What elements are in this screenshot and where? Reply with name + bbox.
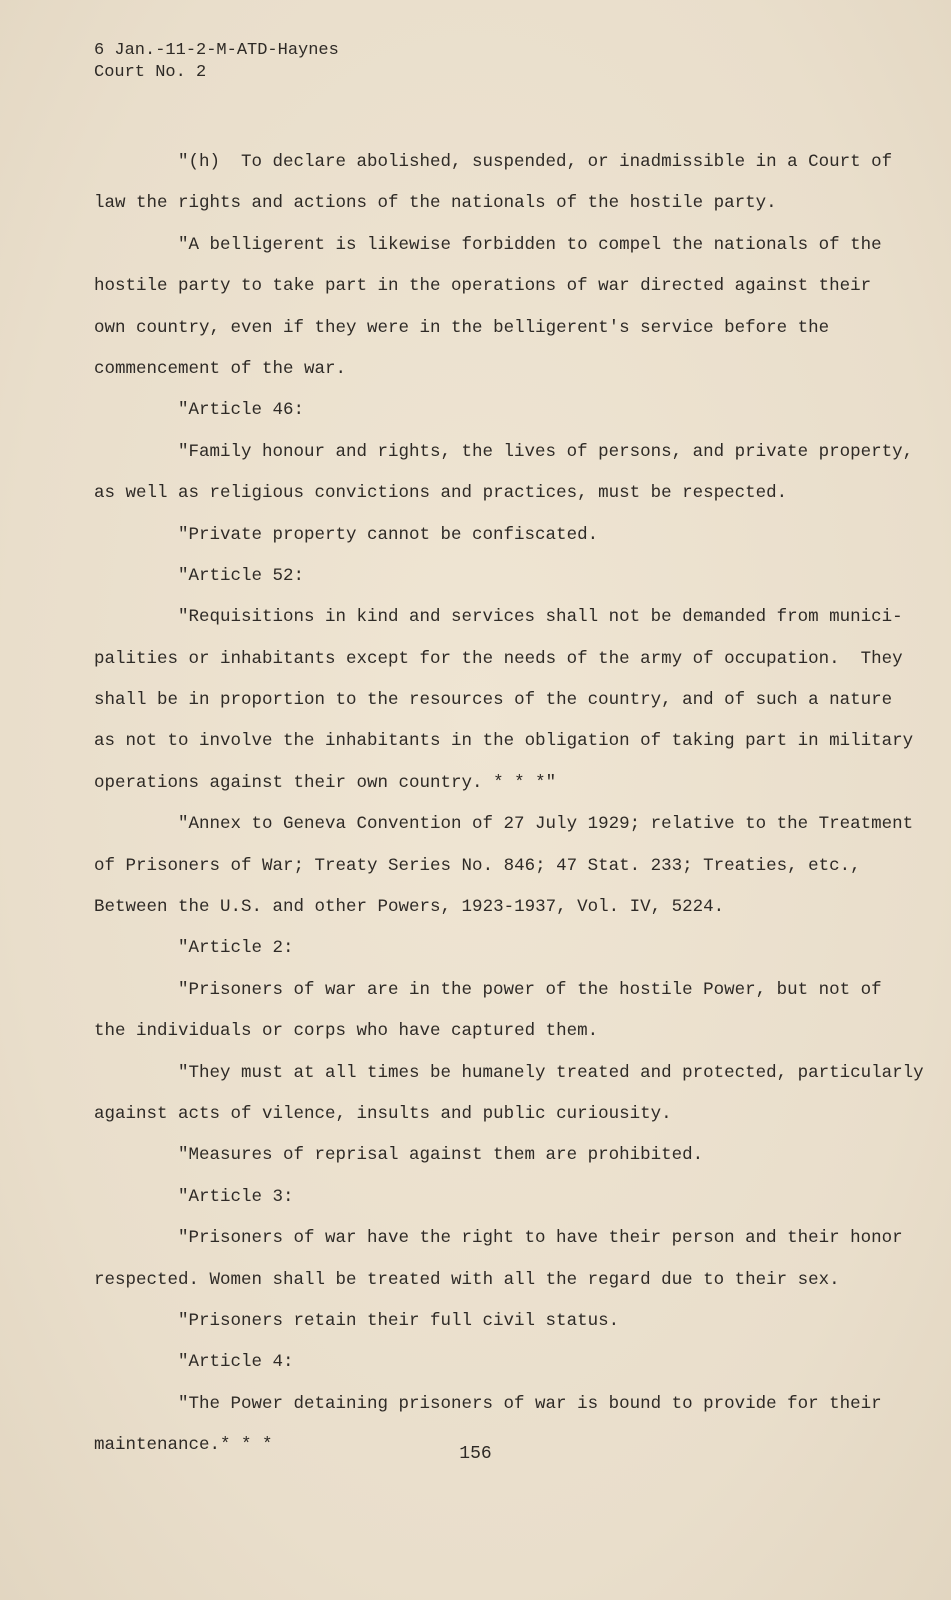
- text-line: "Prisoners of war are in the power of the hostile Power, but not of: [178, 979, 882, 1000]
- page-header: [94, 40, 339, 84]
- text-line: "Private property cannot be confiscated.: [178, 524, 599, 545]
- text-line: commencement of the war.: [94, 358, 347, 379]
- text-line: hostile party to take part in the operations of war directed against their: [94, 276, 872, 297]
- article-heading: "Article 2:: [178, 938, 294, 959]
- text-line: "(h) To declare abolished, suspended, or inadmissible in a Court of: [178, 152, 893, 172]
- text-line: "Requisitions in kind and services shall not be demanded from munici-: [178, 607, 903, 628]
- text-line: "Prisoners of war have the right to have their person and their honor: [178, 1228, 903, 1249]
- text-line: own country, even if they were in the belligerent's service before the: [94, 317, 830, 338]
- text-line: "Measures of reprisal against them are prohibited.: [178, 1145, 704, 1166]
- page-number: 156: [459, 1444, 492, 1464]
- text-line: palities or inhabitants except for the needs of the army of occupation. They: [94, 648, 903, 669]
- text-line: shall be in proportion to the resources of the country, and of such a nature: [94, 690, 893, 711]
- text-line: "A belligerent is likewise forbidden to compel the nationals of the: [178, 234, 882, 255]
- text-line: the individuals or corps who have captured them.: [94, 1021, 599, 1042]
- text-line: "Annex to Geneva Convention of 27 July 1929; relative to the Treatment: [178, 814, 914, 835]
- text-line: maintenance.* * *: [94, 1435, 273, 1456]
- article-heading: "Article 52:: [178, 565, 305, 586]
- article-heading: "Article 3:: [178, 1186, 294, 1207]
- text-line: "Family honour and rights, the lives of persons, and private property,: [178, 441, 914, 462]
- text-line: as well as religious convictions and practices, must be respected.: [94, 483, 788, 504]
- text-line: law the rights and actions of the nationals of the hostile party.: [94, 193, 777, 214]
- document-body: [94, 142, 924, 1467]
- article-heading: "Article 4:: [178, 1352, 294, 1373]
- text-line: "They must at all times be humanely treated and protected, particularly: [178, 1062, 924, 1083]
- text-line: Between the U.S. and other Powers, 1923-1937, Vol. IV, 5224.: [94, 897, 725, 918]
- text-line: against acts of vilence, insults and public curiousity.: [94, 1103, 672, 1124]
- text-line: respected. Women shall be treated with all the regard due to their sex.: [94, 1269, 840, 1290]
- text-line: of Prisoners of War; Treaty Series No. 846; 47 Stat. 233; Treaties, etc.,: [94, 855, 861, 876]
- text-line: "The Power detaining prisoners of war is bound to provide for their: [178, 1393, 882, 1414]
- text-line: "Prisoners retain their full civil status.: [178, 1310, 620, 1331]
- article-heading: "Article 46:: [178, 400, 305, 421]
- header-court: Court No. 2: [94, 63, 207, 82]
- text-line: as not to involve the inhabitants in the obligation of taking part in military: [94, 731, 914, 752]
- text-line: operations against their own country. * * *": [94, 772, 557, 793]
- header-reference: 6 Jan.-11-2-M-ATD-Haynes: [94, 41, 339, 60]
